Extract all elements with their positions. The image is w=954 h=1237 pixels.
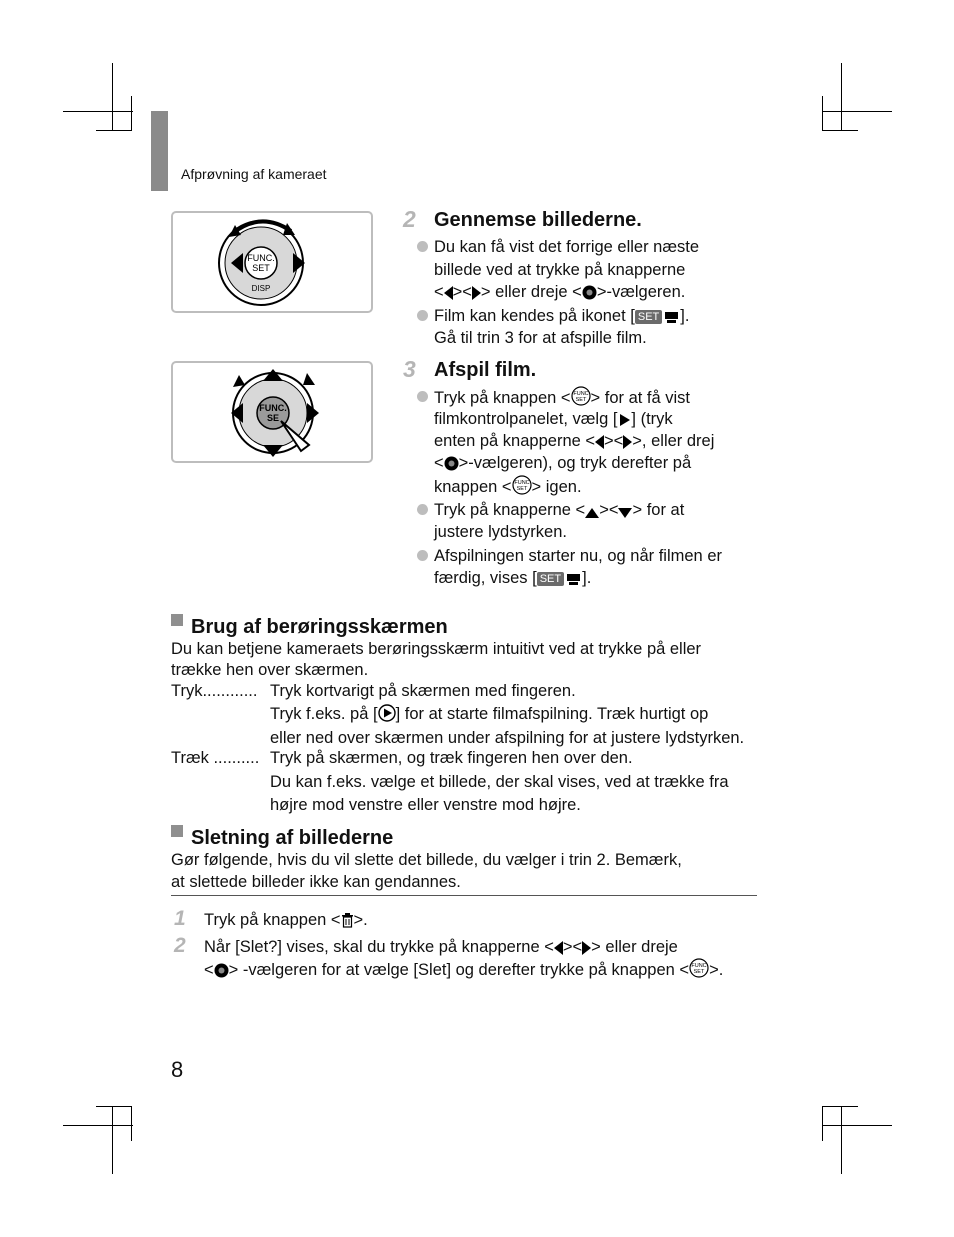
dial-func-label: FUNC. <box>247 253 275 263</box>
arrow-up-icon <box>585 502 599 525</box>
body-line: eller ned over skærmen under afspilning for at justere lydstyrken. <box>270 729 745 747</box>
dial-illustration-2 <box>171 361 373 463</box>
play-circle-icon <box>378 704 396 729</box>
divider <box>171 895 757 896</box>
crop-mark <box>841 1106 842 1174</box>
body-line: Du kan f.eks. vælge et billede, der skal vises, ved at trække fra <box>270 773 729 791</box>
svg-text:SET: SET <box>516 486 527 492</box>
step-title: Gennemse billederne. <box>434 209 642 231</box>
body-line: Gå til trin 3 for at afspille film. <box>434 329 647 347</box>
crop-mark <box>131 96 132 131</box>
crop-mark <box>96 130 132 131</box>
step-number: 2 <box>403 206 416 232</box>
section-marker <box>171 614 183 626</box>
dial-func-label: FUNC. <box>259 403 287 413</box>
func-set-icon <box>512 475 532 502</box>
dial-set-label: SE <box>266 413 280 423</box>
body-line: < > -vælgeren for at vælge [Slet] og derefter trykke på knappen < FUNC SET >. <box>204 958 723 985</box>
definition-term: Træk .......... <box>171 749 260 767</box>
control-dial-icon <box>582 284 597 307</box>
body-line: Tryk på knappen < >. <box>204 909 368 935</box>
body-line: Afspilningen starter nu, og når filmen er <box>434 547 722 565</box>
crop-mark <box>63 111 133 112</box>
body-line: knappen < FUNC SET > igen. <box>434 475 582 502</box>
set-badge-icon: SET <box>635 310 662 324</box>
bullet <box>417 550 428 561</box>
section-header: Afprøvning af kameraet <box>181 166 327 182</box>
body-line: at slettede billeder ikke kan gendannes. <box>171 873 461 891</box>
movie-icon <box>662 308 680 331</box>
bullet <box>417 310 428 321</box>
step-title: Afspil film. <box>434 359 537 381</box>
section-title: Sletning af billederne <box>191 827 394 849</box>
body-line: Tryk på knappen < FUNC SET > for at få vist <box>434 386 690 413</box>
dial-illustration-1 <box>171 211 373 313</box>
page-number: 8 <box>171 1057 184 1082</box>
step-number: 2 <box>174 934 186 957</box>
arrow-left-icon <box>444 284 453 307</box>
control-dial-icon <box>173 213 371 311</box>
crop-mark <box>96 1106 132 1107</box>
body-line: Film kan kendes på ikonet [ SET ]. <box>434 305 689 331</box>
section-marker <box>171 825 183 837</box>
body-line: Du kan betjene kameraets berøringsskærm intuitivt ved at trykke på eller <box>171 640 702 658</box>
svg-text:SET: SET <box>575 397 586 403</box>
bullet <box>417 391 428 402</box>
body-line: Tryk på knapperne < >< > for at <box>434 499 684 525</box>
svg-text:FUNC: FUNC <box>691 963 707 969</box>
dial-disp-label: DISP <box>251 284 271 293</box>
body-line: trække hen over skærmen. <box>171 661 369 679</box>
movie-icon <box>564 570 582 593</box>
trash-icon <box>341 912 354 935</box>
control-dial-icon <box>214 962 229 985</box>
section-side-bar <box>151 111 168 191</box>
arrow-right-icon <box>472 284 481 307</box>
step-number: 3 <box>403 356 416 382</box>
bullet <box>417 504 428 515</box>
crop-mark <box>822 96 823 131</box>
crop-mark <box>822 1106 823 1141</box>
section-title: Brug af berøringsskærmen <box>191 616 448 638</box>
svg-text:FUNC: FUNC <box>513 480 530 486</box>
set-badge-icon: SET <box>537 572 564 586</box>
body-line: < >-vælgeren), og tryk derefter på <box>434 452 691 478</box>
crop-mark <box>822 111 892 112</box>
body-line: Tryk kortvarigt på skærmen med fingeren. <box>270 682 576 700</box>
crop-mark <box>841 63 842 131</box>
body-line: justere lydstyrken. <box>434 523 567 541</box>
crop-mark <box>112 63 113 131</box>
crop-mark <box>63 1125 133 1126</box>
svg-text:FUNC: FUNC <box>572 391 589 397</box>
crop-mark <box>131 1106 132 1141</box>
crop-mark <box>822 1106 858 1107</box>
definition-term: Tryk............ <box>171 682 258 700</box>
func-set-icon <box>689 958 709 985</box>
body-line: Du kan få vist det forrige eller næste <box>434 238 700 256</box>
body-line: enten på knapperne < >< >, eller drej <box>434 430 714 456</box>
body-line: billede ved at trykke på knapperne <box>434 261 686 279</box>
body-line: Tryk på skærmen, og træk fingeren hen over den. <box>270 749 633 767</box>
body-line: færdig, vises [ SET ]. <box>434 567 591 593</box>
body-line: Gør følgende, hvis du vil slette det billede, du vælger i trin 2. Bemærk, <box>171 851 682 869</box>
arrow-down-icon <box>618 502 632 525</box>
body-line: Når [Slet?] vises, skal du trykke på knapperne < >< > eller dreje <box>204 936 678 962</box>
dial-set-label: SET <box>252 263 270 273</box>
bullet <box>417 241 428 252</box>
body-line: < >< > eller dreje < >-vælgeren. <box>434 281 685 307</box>
step-number: 1 <box>174 907 186 930</box>
svg-text:SET: SET <box>693 969 705 975</box>
body-line: filmkontrolpanelet, vælg [ ] (tryk <box>434 408 673 434</box>
body-line: Tryk f.eks. på [ ] for at starte filmafspilning. Træk hurtigt op <box>270 703 708 729</box>
crop-mark <box>112 1106 113 1174</box>
crop-mark <box>822 1125 892 1126</box>
control-dial-press-icon <box>173 363 371 461</box>
crop-mark <box>822 130 858 131</box>
body-line: højre mod venstre eller venstre mod højre. <box>270 796 581 814</box>
